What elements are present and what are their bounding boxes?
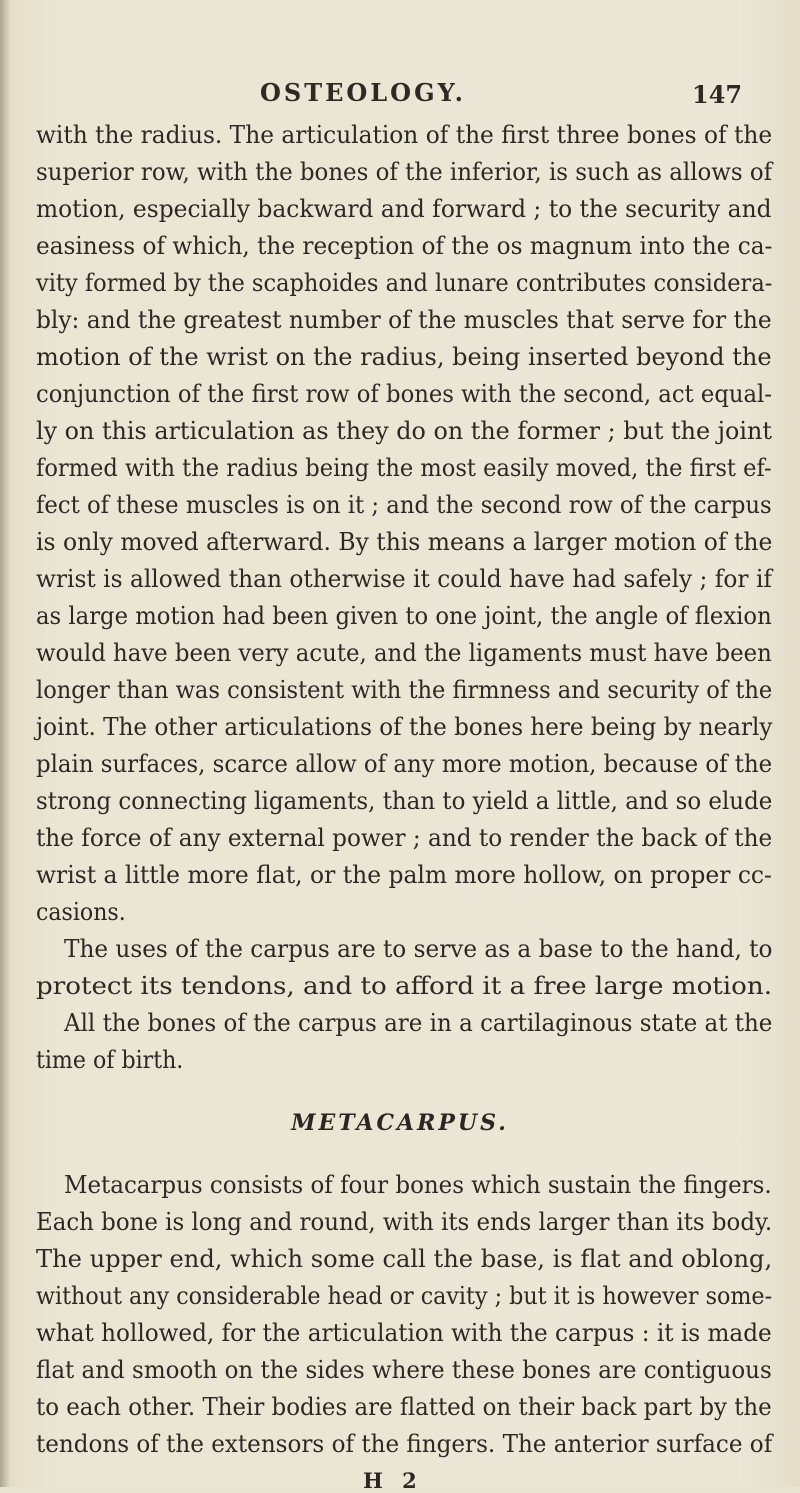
text-line: formed with the radius being the most easily moved, the first ef-	[36, 454, 772, 482]
text-line: superior row, with the bones of the inferior, is such as allows of	[36, 158, 773, 186]
text-line: wrist a little more flat, or the palm more hollow, on proper cc-	[36, 861, 772, 889]
text-line: tendons of the extensors of the fingers. The anterior surface of	[36, 1430, 773, 1458]
text-line: The uses of the carpus are to serve as a base to the hand, to	[64, 935, 773, 963]
text-line: time of birth.	[36, 1046, 184, 1074]
text-line: with the radius. The articulation of the first three bones of the	[36, 121, 773, 149]
text-line: flat and smooth on the sides where these bones are contiguous	[36, 1356, 772, 1384]
text-line: as large motion had been given to one joint, the angle of flexion	[36, 602, 772, 630]
signature-mark: H 2	[363, 1468, 423, 1493]
text-line: motion, especially backward and forward ; to the security and	[36, 195, 772, 223]
text-line: The upper end, which some call the base, is flat and oblong,	[36, 1245, 773, 1273]
text-line: plain surfaces, scarce allow of any more motion, because of the	[36, 750, 773, 778]
text-line: Metacarpus consists of four bones which sustain the fingers.	[64, 1171, 772, 1199]
text-line: wrist is allowed than otherwise it could have had safely ; for if	[36, 565, 773, 593]
running-head	[0, 78, 800, 112]
text-line: what hollowed, for the articulation with the carpus : it is made	[36, 1319, 772, 1347]
running-head-title: OSTEOLOGY.	[260, 78, 466, 107]
text-line: to each other. Their bodies are flatted on their back part by the	[36, 1393, 772, 1421]
text-line: would have been very acute, and the ligaments must have been	[36, 639, 772, 667]
text-line: conjunction of the first row of bones with the second, act equal-	[36, 380, 772, 408]
text-line: strong connecting ligaments, than to yield a little, and so elude	[36, 787, 773, 815]
text-line: longer than was consistent with the firmness and security of the	[36, 676, 773, 704]
text-line: is only moved afterward. By this means a larger motion of the	[36, 528, 773, 556]
section-title: METACARPUS.	[291, 1110, 509, 1136]
text-line: without any considerable head or cavity ; but it is however some-	[36, 1282, 773, 1310]
page-number: 147	[692, 80, 743, 109]
text-line: All the bones of the carpus are in a cartilaginous state at the	[64, 1009, 773, 1037]
text-line: fect of these muscles is on it ; and the second row of the carpus	[36, 491, 772, 519]
text-line: protect its tendons, and to afford it a free large motion.	[36, 972, 773, 1000]
text-line: motion of the wrist on the radius, being inserted beyond the	[36, 343, 772, 371]
text-line: Each bone is long and round, with its ends larger than its body.	[36, 1208, 773, 1236]
text-line: vity formed by the scaphoides and lunare contributes considera-	[36, 269, 773, 297]
text-line: ly on this articulation as they do on the former ; but the joint	[36, 417, 772, 445]
text-line: the force of any external power ; and to render the back of the	[36, 824, 773, 852]
gutter-shadow	[0, 0, 10, 1487]
text-line: casions.	[36, 898, 126, 926]
text-line: easiness of which, the reception of the os magnum into the ca-	[36, 232, 773, 260]
text-line: joint. The other articulations of the bones here being by nearly	[36, 713, 773, 741]
text-line: bly: and the greatest number of the muscles that serve for the	[36, 306, 772, 334]
